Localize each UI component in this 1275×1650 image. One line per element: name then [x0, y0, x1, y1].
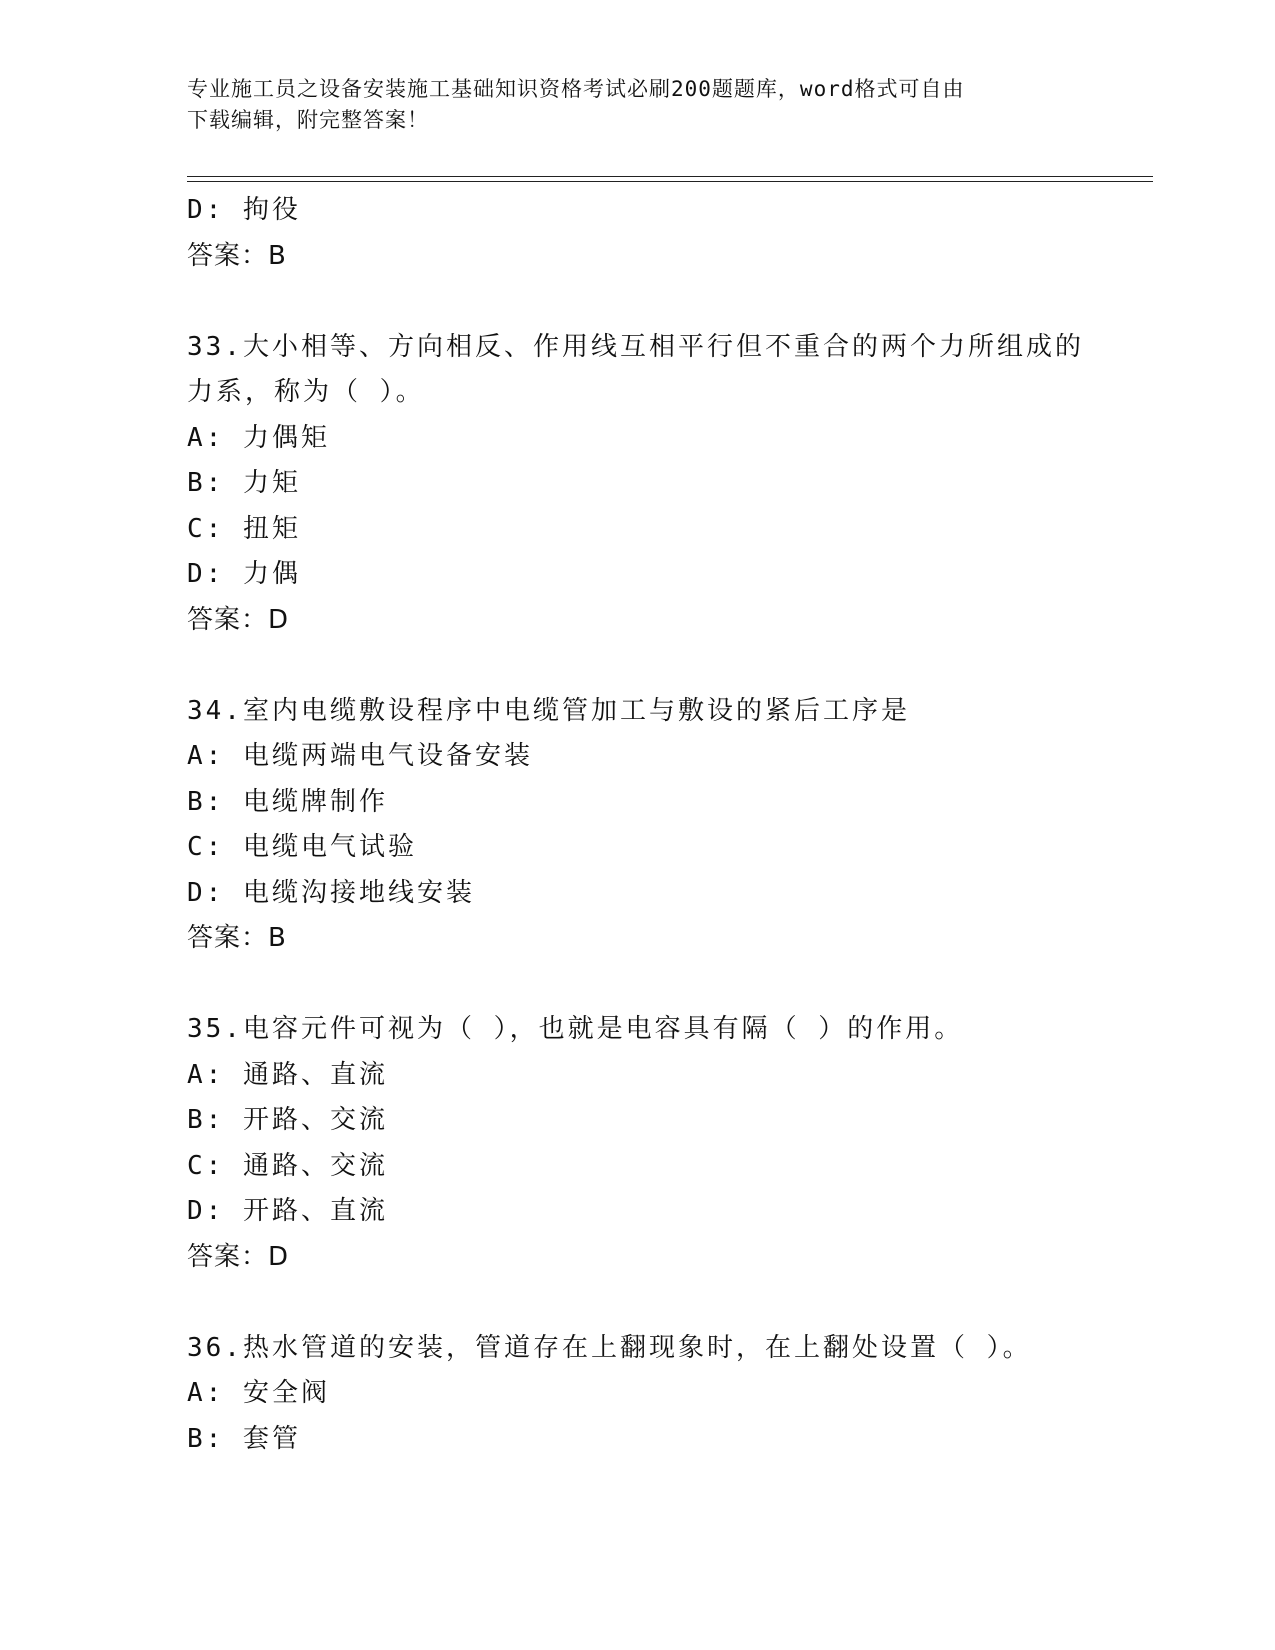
- option-d: D: 电缆沟接地线安装: [187, 877, 475, 908]
- option-b: B: 力矩: [187, 468, 301, 498]
- question-36: [187, 1326, 1087, 1463]
- option-b: B: 开路、交流: [187, 1105, 388, 1135]
- header-line-2: 下载编辑，附完整答案！: [187, 108, 429, 132]
- spacer: [187, 643, 1087, 689]
- option-c: C: 通路、交流: [187, 1150, 388, 1181]
- document-header: [187, 74, 1087, 136]
- option-d: D: 开路、直流: [187, 1196, 388, 1226]
- header-line-1: 专业施工员之设备安装施工基础知识资格考试必刷200题题库，word格式可自由: [187, 77, 965, 101]
- question-stem: 35.电容元件可视为（ ），也就是电容具有隔（ ）的作用。: [187, 1014, 964, 1044]
- header-divider-top: [187, 176, 1153, 177]
- spacer: [187, 962, 1087, 1008]
- question-34: [187, 689, 1087, 962]
- question-35: [187, 1007, 1087, 1280]
- answer-line: 答案：D: [187, 1241, 290, 1272]
- option-a: A: 电缆两端电气设备安装: [187, 741, 533, 771]
- header-divider-bottom: [187, 181, 1153, 182]
- question-stem: 36.热水管道的安装，管道存在上翻现象时，在上翻处设置（ ）。: [187, 1332, 1032, 1363]
- spacer: [187, 279, 1087, 325]
- question-stem-continued: 力系，称为（ ）。: [187, 377, 425, 407]
- option-b: B: 电缆牌制作: [187, 786, 388, 817]
- question-list: [187, 188, 1087, 1462]
- option-d: D: 力偶: [187, 559, 301, 589]
- answer-line: 答案：B: [187, 923, 287, 953]
- question-stem: 33.大小相等、方向相反、作用线互相平行但不重合的两个力所组成的: [187, 331, 1084, 362]
- question-33: [187, 325, 1087, 644]
- spacer: [187, 1280, 1087, 1326]
- option-a: A: 通路、直流: [187, 1059, 388, 1090]
- answer-line: 答案：D: [187, 604, 290, 635]
- question-stem: 34.室内电缆敷设程序中电缆管加工与敷设的紧后工序是: [187, 695, 910, 726]
- option-c: C: 电缆电气试验: [187, 832, 417, 862]
- option-a: A: 安全阀: [187, 1378, 330, 1408]
- option-c: C: 扭矩: [187, 513, 301, 544]
- answer-line: 答案：B: [187, 240, 287, 271]
- option-b: B: 套管: [187, 1423, 301, 1454]
- option-a: A: 力偶矩: [187, 422, 330, 453]
- option-d: D: 拘役: [187, 195, 301, 225]
